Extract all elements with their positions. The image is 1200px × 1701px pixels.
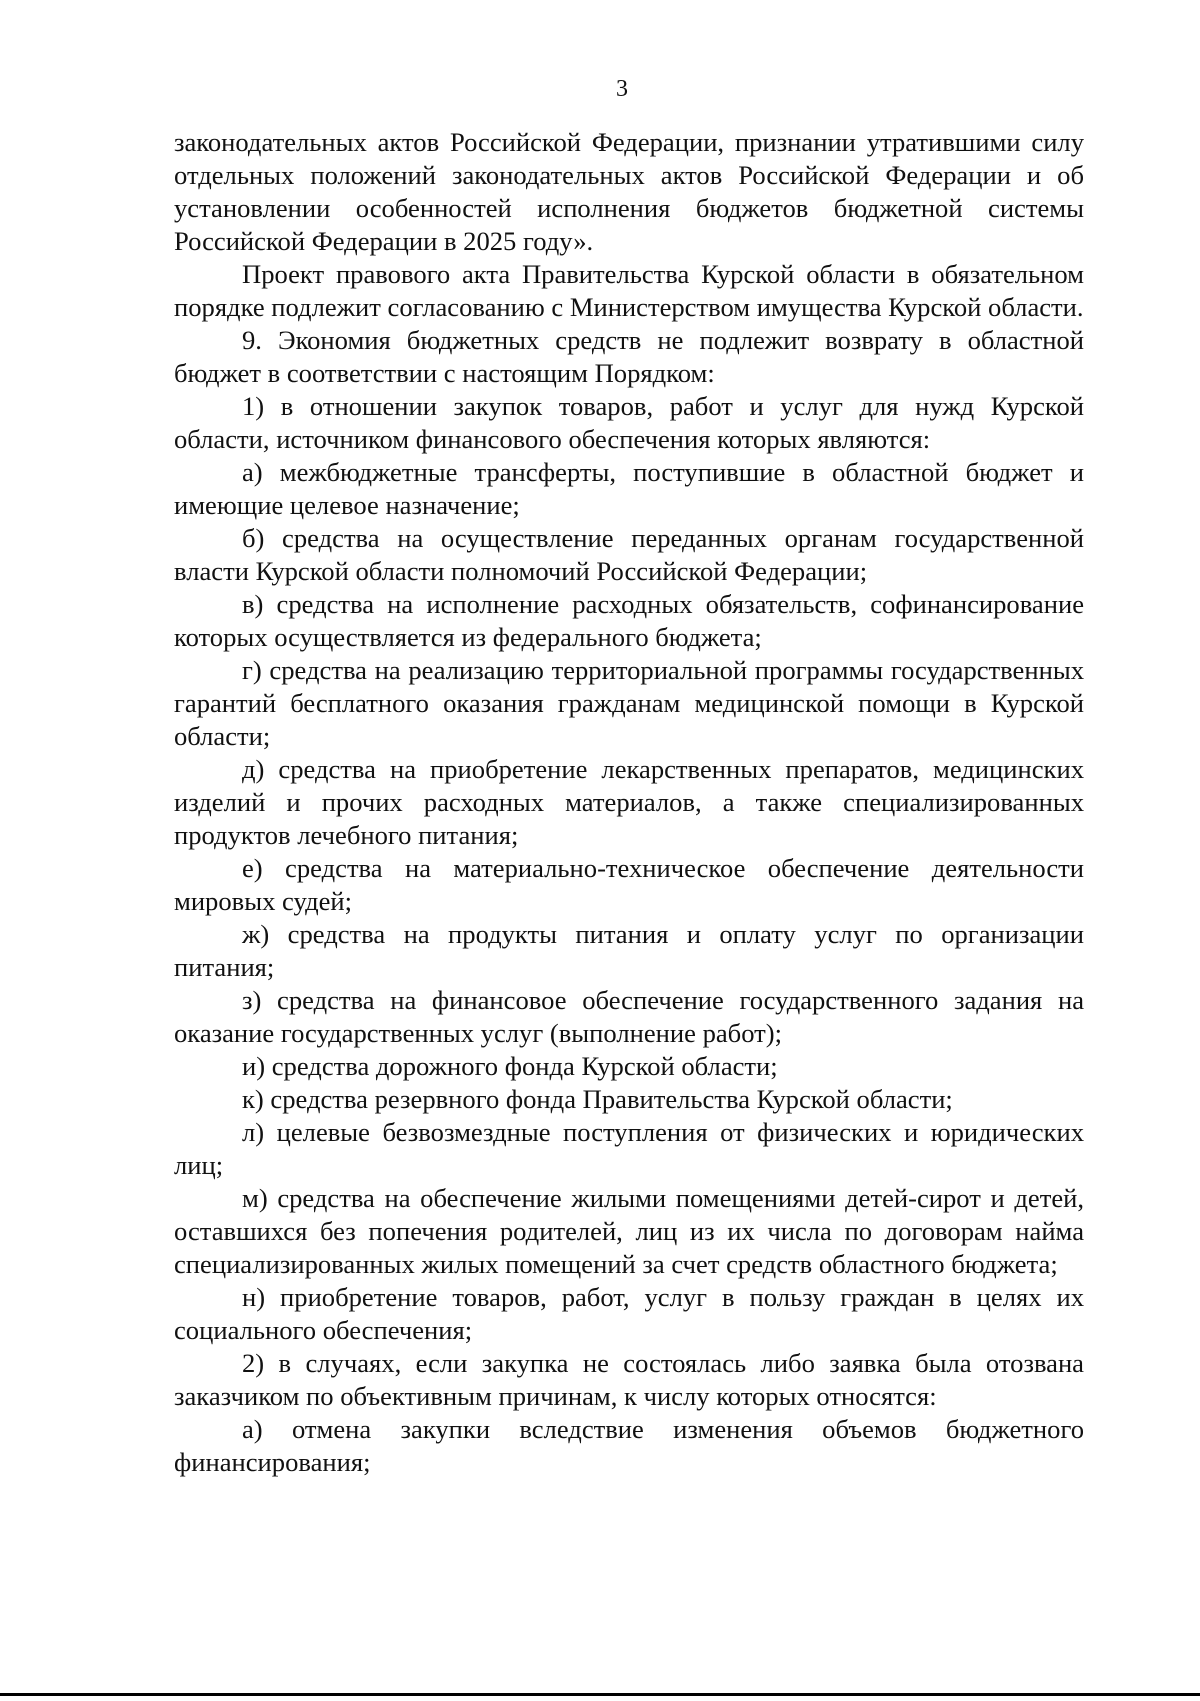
paragraph-subitem-i: и) средства дорожного фонда Курской области;: [242, 1051, 778, 1081]
paragraph-subitem-g: г) средства на реализацию территориальной программы государственных гарантий бесплатного оказания гражданам медицинской помощи в Курской области;: [174, 655, 1084, 751]
paragraph-subitem-b: б) средства на осуществление переданных органам государственной власти Курской области полномочий Российской Федерации;: [174, 523, 1084, 586]
paragraph-item-9: 9. Экономия бюджетных средств не подлежит возврату в областной бюджет в соответствии с настоящим Порядком:: [174, 325, 1084, 388]
paragraph-continuation: законодательных актов Российской Федерации, признании утратившими силу отдельных положений законодательных актов Российской Федерации и об установлении особенностей исполнения бюджетов бюджетной системы Российской Федерации в 2025 году».: [174, 127, 1084, 256]
paragraph-subitem-a-2: а) отмена закупки вследствие изменения объемов бюджетного финансирования;: [174, 1414, 1084, 1477]
paragraph-subitem-n: н) приобретение товаров, работ, услуг в пользу граждан в целях их социального обеспечения;: [174, 1282, 1084, 1345]
paragraph-subitem-2: 2) в случаях, если закупка не состоялась либо заявка была отозвана заказчиком по объективным причинам, к числу которых относятся:: [174, 1348, 1084, 1411]
paragraph-subitem-a: а) межбюджетные трансферты, поступившие в областной бюджет и имеющие целевое назначение;: [174, 457, 1084, 520]
paragraph-subitem-z: з) средства на финансовое обеспечение государственного задания на оказание государственных услуг (выполнение работ);: [174, 985, 1084, 1048]
page-number: 3: [616, 76, 628, 102]
document-body: [174, 126, 1084, 1479]
paragraph-subitem-m: м) средства на обеспечение жилыми помещениями детей-сирот и детей, оставшихся без попечения родителей, лиц из их числа по договорам найма специализированных жилых помещений за счет средств областного бюджета;: [174, 1183, 1084, 1279]
paragraph-approval: Проект правового акта Правительства Курской области в обязательном порядке подлежит согласованию с Министерством имущества Курской области.: [174, 259, 1084, 322]
paragraph-subitem-e: е) средства на материально-техническое обеспечение деятельности мировых судей;: [174, 853, 1084, 916]
paragraph-subitem-l: л) целевые безвозмездные поступления от физических и юридических лиц;: [174, 1117, 1084, 1180]
paragraph-subitem-zh: ж) средства на продукты питания и оплату услуг по организации питания;: [174, 919, 1084, 982]
paragraph-subitem-v: в) средства на исполнение расходных обязательств, софинансирование которых осуществляется из федерального бюджета;: [174, 589, 1084, 652]
paragraph-subitem-d: д) средства на приобретение лекарственных препаратов, медицинских изделий и прочих расходных материалов, а также специализированных продуктов лечебного питания;: [174, 754, 1084, 850]
paragraph-subitem-1: 1) в отношении закупок товаров, работ и услуг для нужд Курской области, источником финансового обеспечения которых являются:: [174, 391, 1084, 454]
scan-bottom-edge: [0, 1693, 1200, 1696]
paragraph-subitem-k: к) средства резервного фонда Правительства Курской области;: [242, 1084, 953, 1114]
